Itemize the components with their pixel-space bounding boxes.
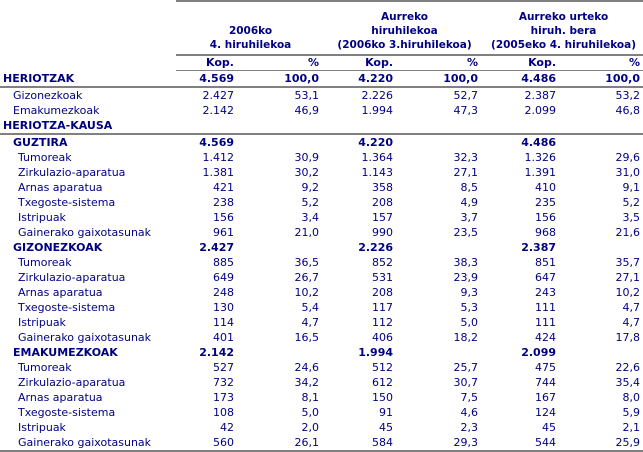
table-row — [0, 165, 643, 180]
cell-value: 2.387 — [524, 89, 557, 102]
sub-header-count: Kop. — [325, 55, 399, 71]
cell-value: 2.099 — [524, 104, 557, 117]
cell-value: 560 — [176, 435, 240, 451]
table-header — [0, 1, 643, 71]
column-group-header-line — [176, 10, 325, 24]
cell-value: 1.412 — [202, 151, 234, 164]
row-label: Arnas aparatua — [18, 391, 103, 404]
row-label: Txegoste-sistema — [18, 301, 116, 314]
cell-value: 1.326 — [524, 151, 557, 164]
cell-value: 16,5 — [294, 331, 320, 344]
sub-header-count: Kop. — [484, 55, 562, 71]
cell-value: 157 — [372, 211, 394, 224]
cell-value: 156 — [535, 211, 557, 224]
cell-value: 111 — [535, 316, 557, 329]
cell-value: 91 — [379, 406, 394, 419]
row-label: Gainerako gaixotasunak — [18, 331, 152, 344]
table-row — [0, 210, 643, 225]
cell-value: 3,7 — [460, 211, 479, 224]
cell-value — [240, 134, 325, 150]
cell-value — [240, 345, 325, 360]
cell-value: 544 — [484, 435, 562, 451]
group-header-row — [0, 1, 643, 55]
row-label: Tumoreak — [18, 151, 72, 164]
column-group-header-1 — [176, 1, 325, 55]
cell-value: 30,9 — [294, 151, 320, 164]
cell-value — [240, 118, 325, 134]
cell-value: 3,5 — [622, 211, 641, 224]
cell-value: 31,0 — [615, 166, 641, 179]
row-label: Gizonezkoak — [13, 89, 83, 102]
cell-value: 29,3 — [399, 435, 484, 451]
cell-value: 410 — [535, 181, 557, 194]
cell-value: 35,4 — [615, 376, 641, 389]
cell-value: 34,2 — [294, 376, 320, 389]
table-row — [0, 225, 643, 240]
cell-value: 24,6 — [294, 361, 320, 374]
cell-value: 1.143 — [361, 166, 394, 179]
cell-value: 25,7 — [453, 361, 479, 374]
column-group-header-line: hiruh. bera — [530, 25, 597, 37]
cell-value: 732 — [213, 376, 234, 389]
row-label: Arnas aparatua — [18, 181, 103, 194]
cell-value: 100,0 — [399, 71, 484, 88]
cell-value: 156 — [213, 211, 234, 224]
cell-value: 38,3 — [453, 256, 479, 269]
cell-value: 100,0 — [240, 71, 325, 88]
cell-value: 21,6 — [615, 226, 641, 239]
table-row — [0, 87, 643, 103]
cell-value: 32,3 — [453, 151, 479, 164]
cell-value: 100,0 — [562, 71, 643, 88]
cell-value: 421 — [213, 181, 234, 194]
cell-value: 167 — [535, 391, 557, 404]
cell-value: 10,2 — [294, 286, 320, 299]
cell-value: 9,1 — [622, 181, 641, 194]
cell-value: 4,6 — [460, 406, 479, 419]
cell-value — [484, 118, 562, 134]
cell-value: 1.364 — [361, 151, 394, 164]
cell-value: 2.142 — [199, 346, 234, 359]
table-row — [0, 150, 643, 165]
row-label: GIZONEZKOAK — [13, 241, 103, 254]
cell-value: 26,1 — [240, 435, 325, 451]
table-row — [0, 375, 643, 390]
table-row — [0, 390, 643, 405]
cell-value: 2,3 — [460, 421, 479, 434]
cell-value: 42 — [220, 421, 234, 434]
cell-value: 4,9 — [460, 196, 479, 209]
cell-value: 2.226 — [361, 89, 394, 102]
cell-value: 4.486 — [521, 136, 557, 149]
cell-value: 961 — [213, 226, 234, 239]
cell-value: 5,3 — [460, 301, 479, 314]
cell-value: 2,1 — [622, 421, 641, 434]
cell-value: 53,1 — [294, 89, 320, 102]
cell-value: 852 — [372, 256, 394, 269]
row-label: GUZTIRA — [13, 136, 68, 149]
cell-value: 36,5 — [294, 256, 320, 269]
cell-value: 358 — [372, 181, 394, 194]
row-label: Zirkulazio-aparatua — [18, 376, 126, 389]
row-label: EMAKUMEZKOAK — [13, 346, 118, 359]
cell-value: 117 — [372, 301, 394, 314]
cell-value: 235 — [535, 196, 557, 209]
cell-value: 114 — [213, 316, 234, 329]
table-row — [0, 300, 643, 315]
cell-value — [399, 134, 484, 150]
sub-header-percent: % — [399, 55, 484, 71]
cell-value: 124 — [535, 406, 557, 419]
cell-value: 238 — [213, 196, 234, 209]
cell-value: 2,0 — [301, 421, 320, 434]
cell-value: 2.427 — [199, 241, 234, 254]
cell-value: 1.381 — [202, 166, 234, 179]
cell-value — [562, 134, 643, 150]
cell-value: 27,1 — [453, 166, 479, 179]
table-row — [0, 315, 643, 330]
table-row — [0, 285, 643, 300]
cell-value: 8,5 — [460, 181, 479, 194]
cell-value — [399, 118, 484, 134]
table-row — [0, 435, 643, 451]
cell-value: 29,6 — [615, 151, 641, 164]
sub-header-percent: % — [562, 55, 643, 71]
cell-value: 4,7 — [622, 316, 641, 329]
cell-value: 512 — [372, 361, 394, 374]
row-label: Emakumezkoak — [13, 104, 100, 117]
cell-value: 25,9 — [562, 435, 643, 451]
column-group-header-line: Aurreko urteko — [518, 11, 609, 23]
cell-value: 26,7 — [294, 271, 320, 284]
cell-value: 30,7 — [453, 376, 479, 389]
cell-value: 35,7 — [615, 256, 641, 269]
header-corner-cell — [0, 1, 176, 55]
cell-value — [176, 118, 240, 134]
table-row — [0, 71, 643, 88]
table-row — [0, 345, 643, 360]
cell-value: 5,4 — [301, 301, 320, 314]
cell-value: 527 — [213, 361, 234, 374]
cell-value: 531 — [372, 271, 394, 284]
cell-value: 4.569 — [199, 136, 234, 149]
cell-value: 173 — [213, 391, 234, 404]
cell-value — [562, 345, 643, 360]
cell-value: 111 — [535, 301, 557, 314]
cell-value: 424 — [535, 331, 557, 344]
cell-value: 23,9 — [453, 271, 479, 284]
row-label: Istripuak — [18, 316, 66, 329]
table-row — [0, 255, 643, 270]
cell-value: 5,0 — [301, 406, 320, 419]
cell-value: 9,2 — [301, 181, 320, 194]
column-group-header-line: (2006ko 3.hiruhilekoa) — [337, 39, 472, 51]
column-group-header-line: hiruhilekoa — [371, 25, 438, 37]
sub-header-count: Kop. — [176, 55, 240, 71]
cell-value: 1.391 — [524, 166, 557, 179]
cell-value: 4.486 — [484, 71, 562, 88]
cell-value: 401 — [213, 331, 234, 344]
cell-value: 4.569 — [176, 71, 240, 88]
table-row — [0, 180, 643, 195]
row-label: Zirkulazio-aparatua — [18, 271, 126, 284]
row-label: Istripuak — [18, 211, 66, 224]
cell-value: 2.099 — [521, 346, 557, 359]
row-label: Tumoreak — [18, 361, 72, 374]
column-group-header-line: 4. hiruhilekoa — [209, 39, 292, 51]
cell-value: 8,0 — [622, 391, 641, 404]
cell-value: 9,3 — [460, 286, 479, 299]
cell-value: 7,5 — [460, 391, 479, 404]
cell-value: 45 — [542, 421, 557, 434]
cell-value: 46,9 — [294, 104, 320, 117]
cell-value: 851 — [535, 256, 557, 269]
table-row — [0, 360, 643, 375]
table-row — [0, 420, 643, 435]
cell-value: 968 — [535, 226, 557, 239]
cell-value: 17,8 — [615, 331, 641, 344]
table-row — [0, 118, 643, 134]
row-label: Arnas aparatua — [18, 286, 103, 299]
cell-value: 22,6 — [615, 361, 641, 374]
row-label: Gainerako gaixotasunak — [0, 435, 176, 451]
cell-value: 3,4 — [301, 211, 320, 224]
cell-value: 4.220 — [358, 136, 394, 149]
sub-header-row — [0, 55, 643, 71]
cell-value: 4,7 — [301, 316, 320, 329]
table-row — [0, 405, 643, 420]
cell-value: 885 — [213, 256, 234, 269]
cell-value: 2.226 — [358, 241, 394, 254]
cell-value: 150 — [372, 391, 394, 404]
table-row — [0, 103, 643, 118]
cell-value: 108 — [213, 406, 234, 419]
row-label: Tumoreak — [18, 256, 72, 269]
cell-value — [562, 240, 643, 255]
table-row — [0, 195, 643, 210]
cell-value: 8,1 — [301, 391, 320, 404]
row-label: Txegoste-sistema — [18, 196, 116, 209]
cell-value: 208 — [372, 196, 394, 209]
cell-value: 4,7 — [622, 301, 641, 314]
cell-value: 5,2 — [622, 196, 641, 209]
cell-value: 18,2 — [453, 331, 479, 344]
cell-value: 990 — [372, 226, 394, 239]
row-label: HERIOTZA-KAUSA — [0, 118, 176, 134]
cell-value: 21,0 — [294, 226, 320, 239]
cell-value: 243 — [535, 286, 557, 299]
column-group-header-2 — [325, 1, 484, 55]
cell-value: 47,3 — [453, 104, 479, 117]
column-group-header-line: (2005eko 4. hiruhilekoa) — [491, 39, 637, 51]
cell-value: 647 — [535, 271, 557, 284]
cell-value — [399, 240, 484, 255]
cell-value — [399, 345, 484, 360]
cell-value: 5,9 — [622, 406, 641, 419]
cell-value: 2.427 — [202, 89, 234, 102]
column-group-header-line: Aurreko — [381, 11, 429, 23]
cell-value: 53,2 — [615, 89, 641, 102]
table-row — [0, 330, 643, 345]
cell-value: 52,7 — [453, 89, 479, 102]
cell-value: 23,5 — [453, 226, 479, 239]
cell-value: 2.387 — [521, 241, 557, 254]
subheader-corner-cell — [0, 55, 176, 71]
row-label: Istripuak — [18, 421, 66, 434]
cell-value: 130 — [213, 301, 234, 314]
cell-value: 2.142 — [202, 104, 234, 117]
cell-value: 584 — [325, 435, 399, 451]
cell-value — [325, 118, 399, 134]
cell-value: 45 — [379, 421, 394, 434]
cell-value: 475 — [535, 361, 557, 374]
column-group-header-line: 2006ko — [228, 25, 273, 37]
cell-value — [562, 118, 643, 134]
cell-value: 1.994 — [361, 104, 394, 117]
cell-value: 649 — [213, 271, 234, 284]
cell-value: 5,0 — [460, 316, 479, 329]
cell-value: 112 — [372, 316, 394, 329]
table-row — [0, 134, 643, 150]
cell-value: 5,2 — [301, 196, 320, 209]
row-label: HERIOTZAK — [0, 71, 176, 88]
cell-value: 4.220 — [325, 71, 399, 88]
cell-value: 27,1 — [615, 271, 641, 284]
table-row — [0, 270, 643, 285]
column-group-header-3 — [484, 1, 643, 55]
row-label: Txegoste-sistema — [18, 406, 116, 419]
cell-value: 208 — [372, 286, 394, 299]
cell-value: 406 — [372, 331, 394, 344]
sub-header-percent: % — [240, 55, 325, 71]
cell-value — [240, 240, 325, 255]
cell-value: 46,8 — [615, 104, 641, 117]
cell-value: 248 — [213, 286, 234, 299]
cell-value: 30,2 — [294, 166, 320, 179]
cell-value: 744 — [535, 376, 557, 389]
cell-value: 1.994 — [358, 346, 394, 359]
cell-value: 10,2 — [615, 286, 641, 299]
table-body — [0, 71, 643, 452]
table-row — [0, 240, 643, 255]
cell-value: 612 — [372, 376, 394, 389]
row-label: Zirkulazio-aparatua — [18, 166, 126, 179]
row-label: Gainerako gaixotasunak — [18, 226, 152, 239]
